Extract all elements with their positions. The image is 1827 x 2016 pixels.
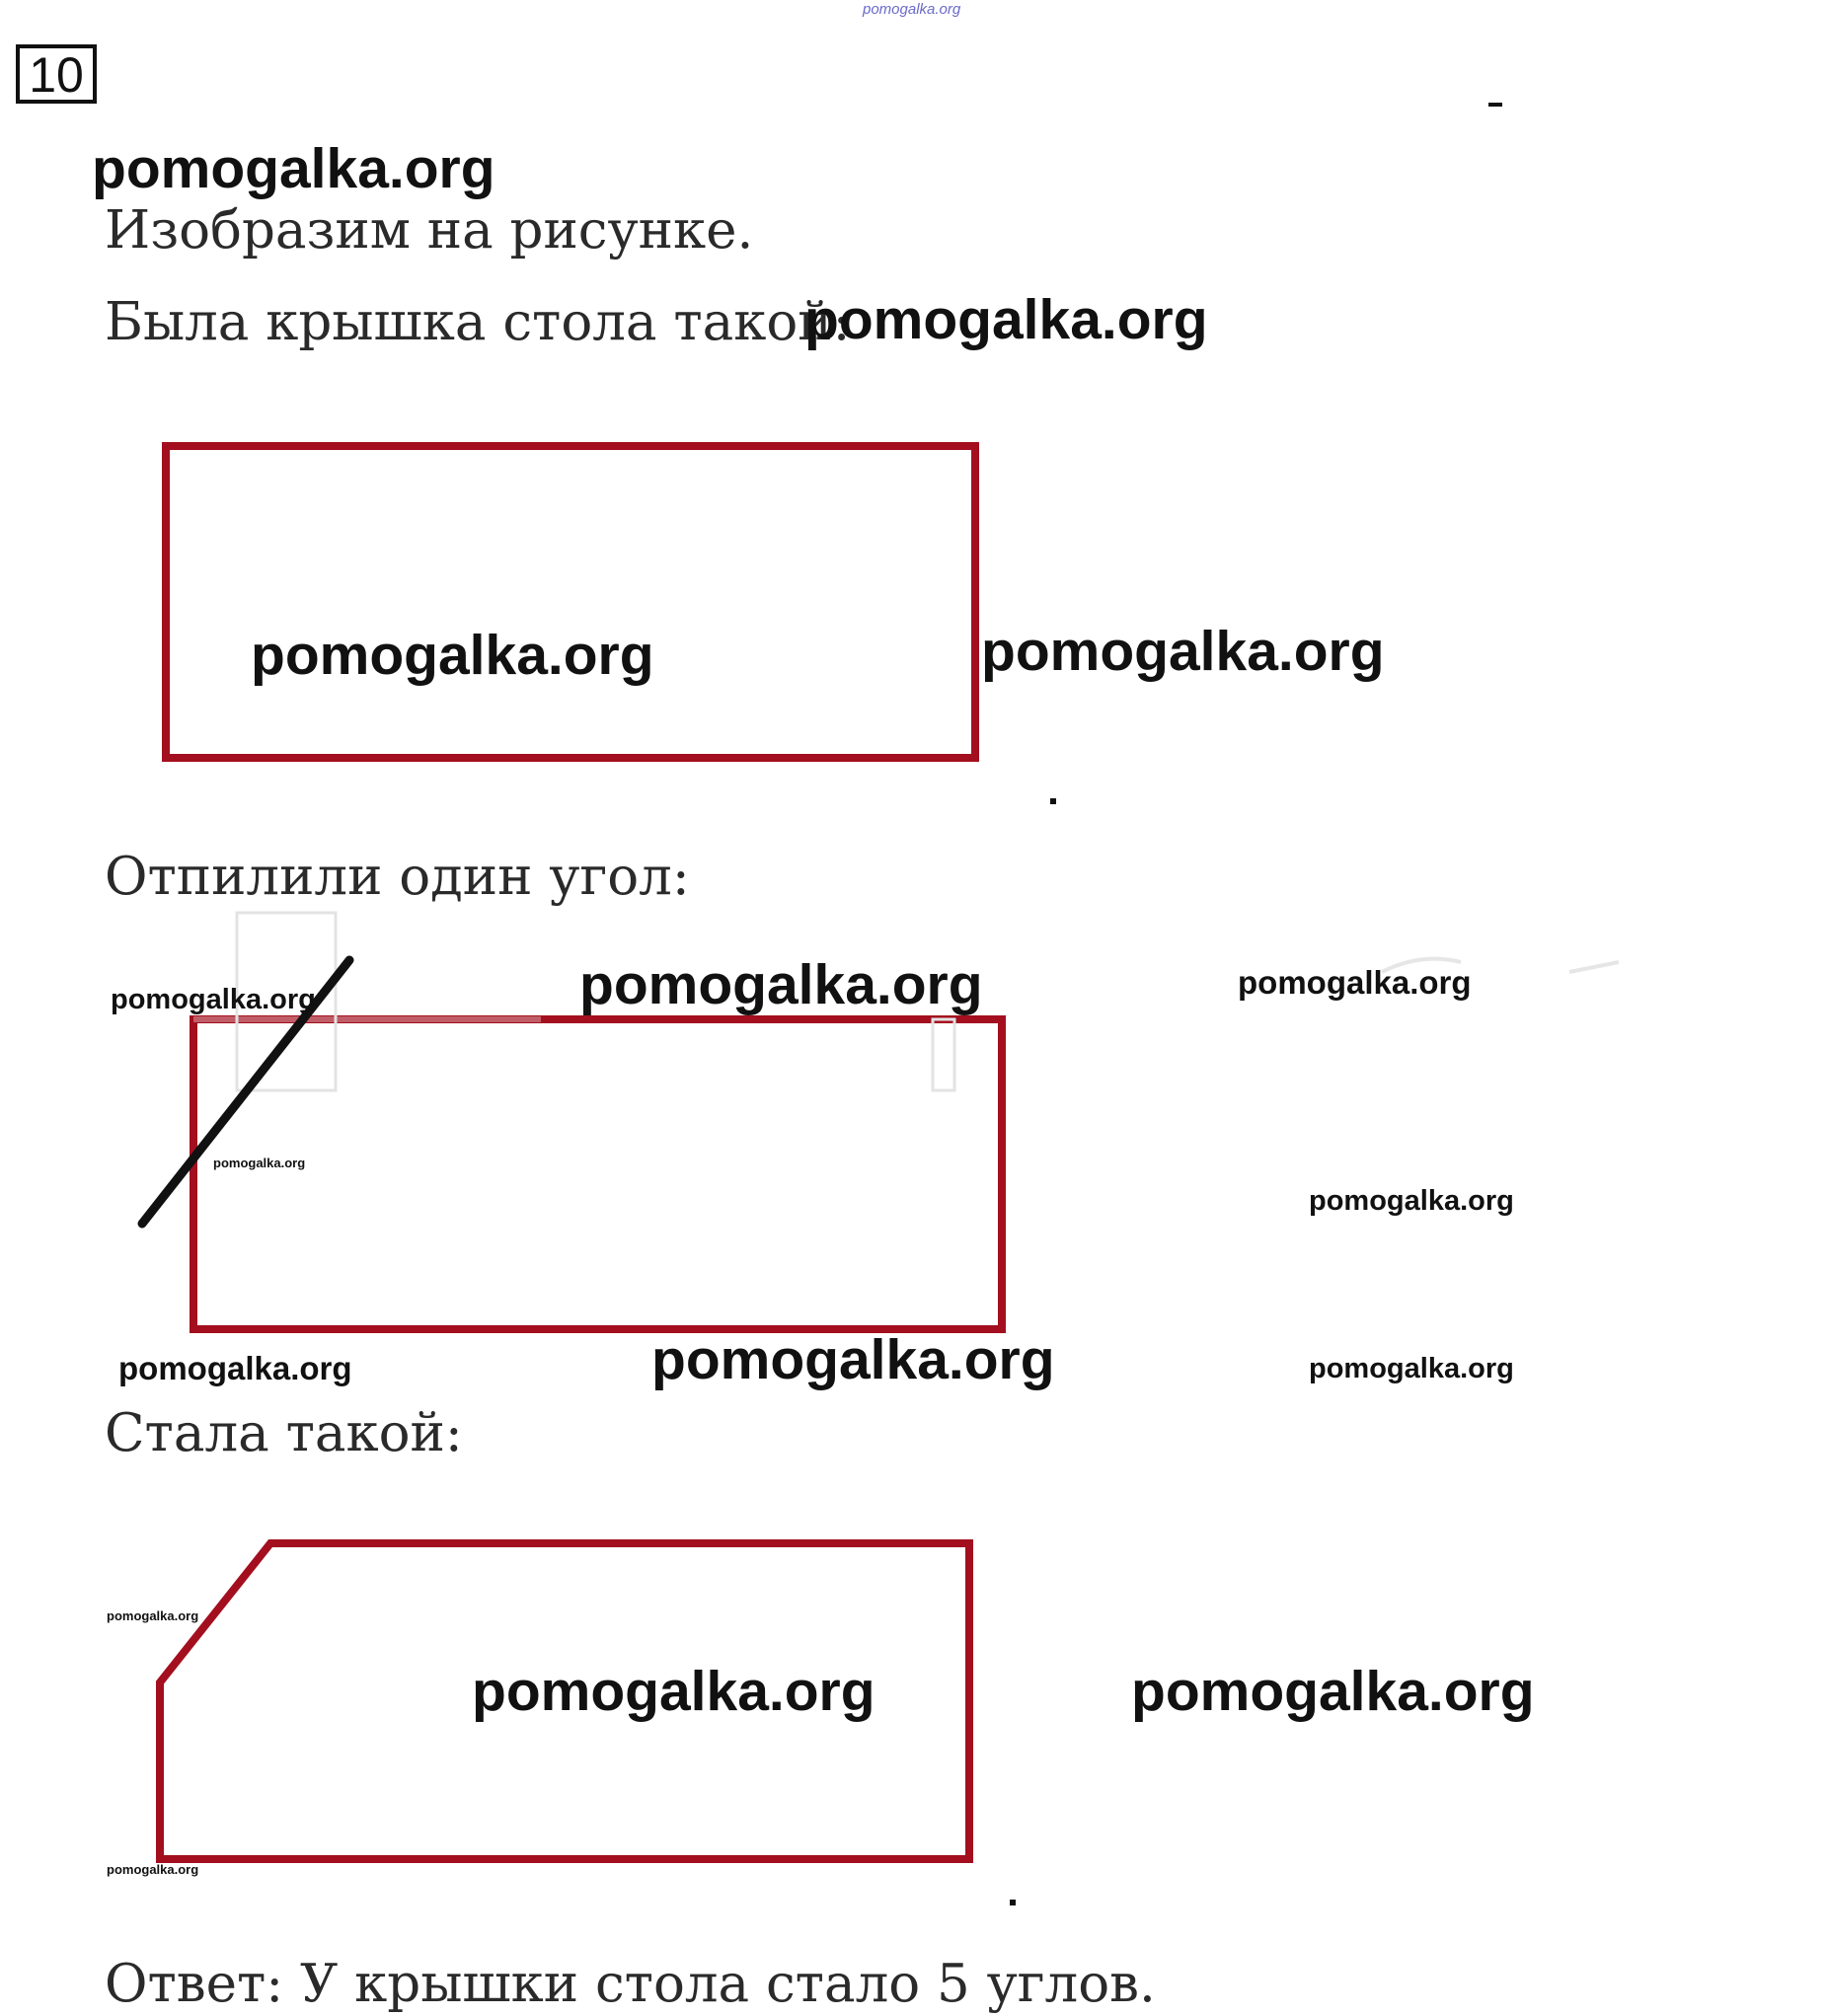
cut-text: Отпилили один угол: [105, 847, 690, 907]
watermark: pomogalka.org [92, 137, 495, 200]
watermark: pomogalka.org [804, 288, 1208, 351]
watermark: pomogalka.org [213, 1156, 306, 1170]
watermark: pomogalka.org [118, 1350, 352, 1386]
watermark: pomogalka.org [1309, 1185, 1514, 1217]
watermark: pomogalka.org [981, 620, 1385, 683]
answer-text: Ответ: У крышки стола стало 5 углов. [105, 1954, 1156, 2014]
faint-artifact [933, 1019, 954, 1090]
after-text: Стала такой: [105, 1403, 463, 1463]
table-top-before-cut [193, 1019, 1002, 1329]
watermark: pomogalka.org [472, 1660, 875, 1723]
watermark: pomogalka.org [651, 1328, 1055, 1391]
watermark: pomogalka.org [107, 1608, 199, 1623]
stray-dot [1050, 798, 1056, 804]
watermark: pomogalka.org [1309, 1353, 1514, 1384]
stray-dot [1010, 1900, 1016, 1905]
original-table-top [166, 446, 975, 758]
intro-text: Изобразим на рисунке. [105, 200, 754, 261]
watermark: pomogalka.org [579, 953, 983, 1016]
watermark: pomogalka.org [107, 1862, 199, 1877]
watermark-top: pomogalka.org [863, 1, 961, 18]
watermark: pomogalka.org [1131, 1660, 1535, 1723]
watermark: pomogalka.org [1238, 964, 1472, 1001]
watermark: pomogalka.org [111, 984, 316, 1015]
before-text: Была крышка стола такой: [105, 292, 851, 352]
task-number: 10 [16, 44, 97, 104]
watermark: pomogalka.org [251, 624, 654, 687]
